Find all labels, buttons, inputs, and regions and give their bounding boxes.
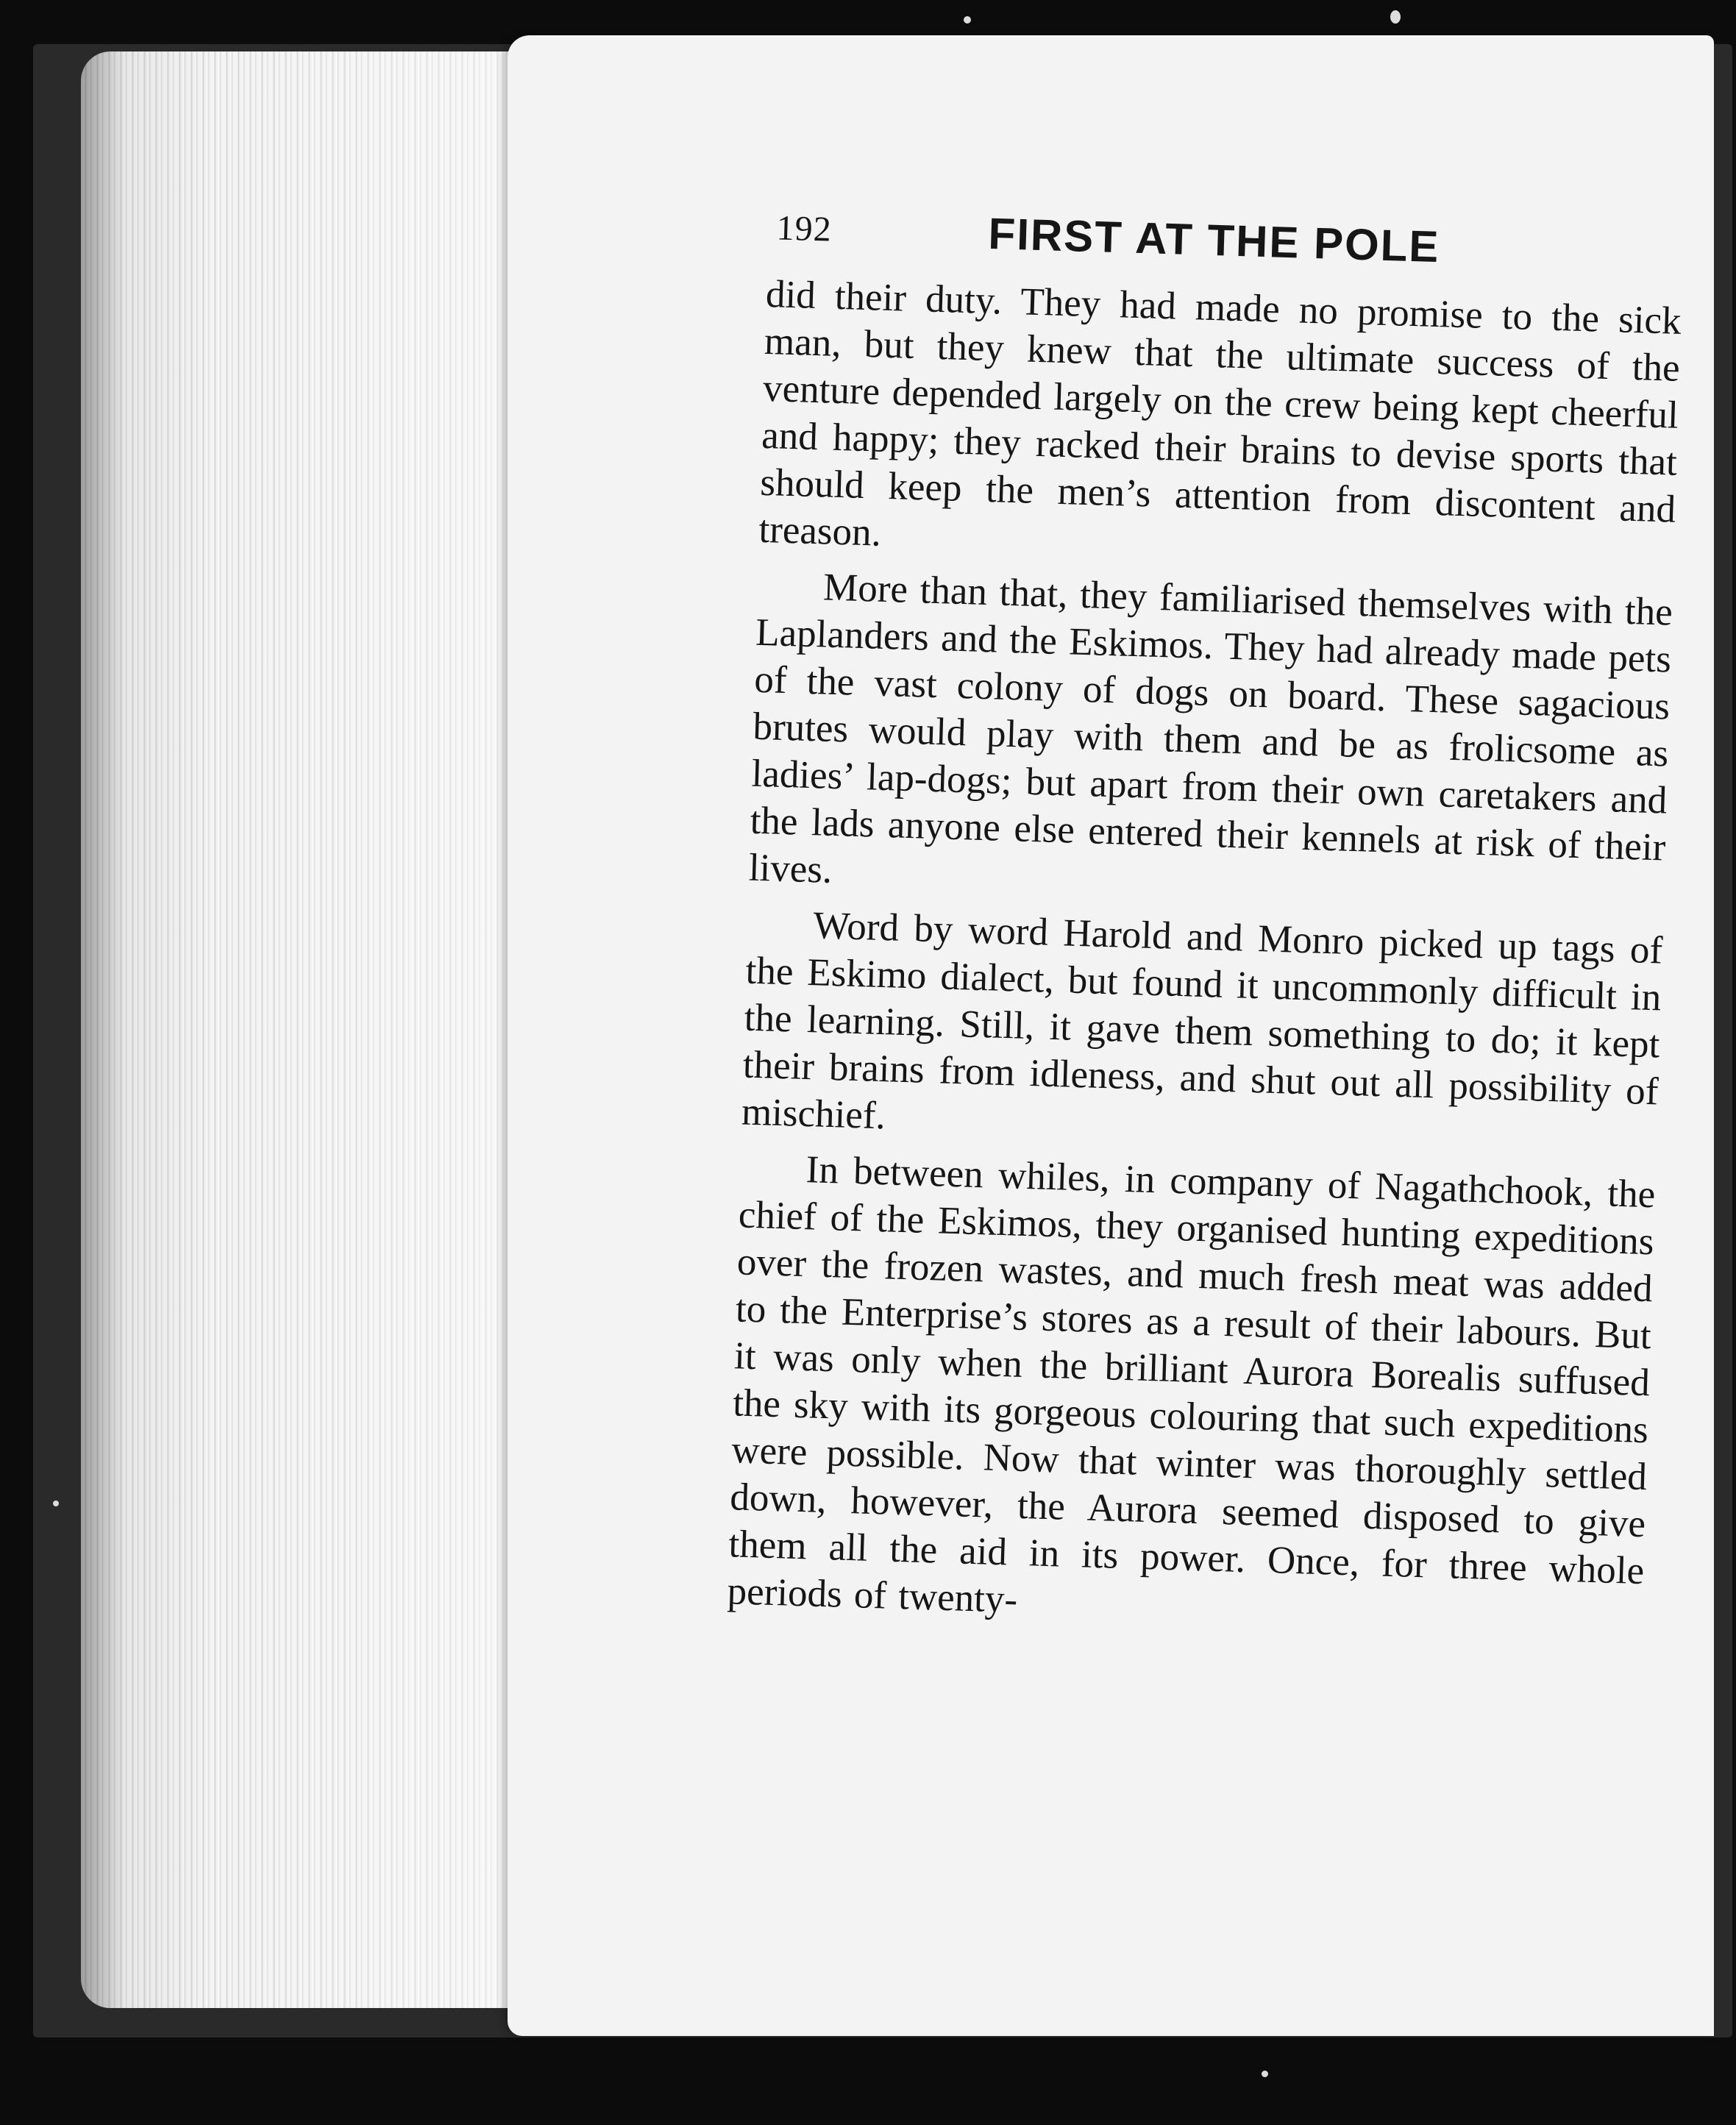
scan-speck [1390,10,1401,24]
book-page [508,35,1714,2036]
running-title: FIRST AT THE POLE [987,208,1441,272]
paragraph-4: In between whiles, in company of Nagathchook, the chief of the Eskimos, they organised hunting expeditions over the frozen wastes, and much fresh meat was added to the Enterprise’s stores as a result of their labours. But it was only when the brilliant Aurora Borealis suffused the sky with its gorgeous colouring that such expeditions were possible. Now that winter was thoroughly settled down, however, the Aurora seemed disposed to give them all the aid in its power. Once, for three whole periods of twenty- [726,1148,1657,1621]
scan-speck [53,1501,59,1506]
paragraph-3: Word by word Harold and Monro picked up tags of the Eskimo dialect, but found it uncommonly difficult in the learning. Still, it gave them something to do; it kept their brains from idleness, and shut out all possibility of mischief. [741,904,1664,1138]
paragraph-1: did their duty. They had made no promise to the sick man, but they knew that the ultimate success of the venture depended largely on the crew being kept cheerful and happy; they racked their brains to devise sports that should keep the men’s attention from discontent and treason. [758,272,1682,555]
page-number: 192 [775,208,833,249]
page-text-block [726,197,1684,1651]
paragraph-2: More than that, they familiarised themselves with the Laplanders and the Eskimos. They had already made pets of the vast colony of dogs on board. These sagacious brutes would play with them and be as frolicsome as ladies’ lap-dogs; but apart from their own caretakers and the lads anyone else entered their kennels at risk of their lives. [748,566,1673,891]
scan-speck [1262,2071,1268,2077]
page-edges-stack [81,51,522,2008]
scan-speck [964,16,971,24]
